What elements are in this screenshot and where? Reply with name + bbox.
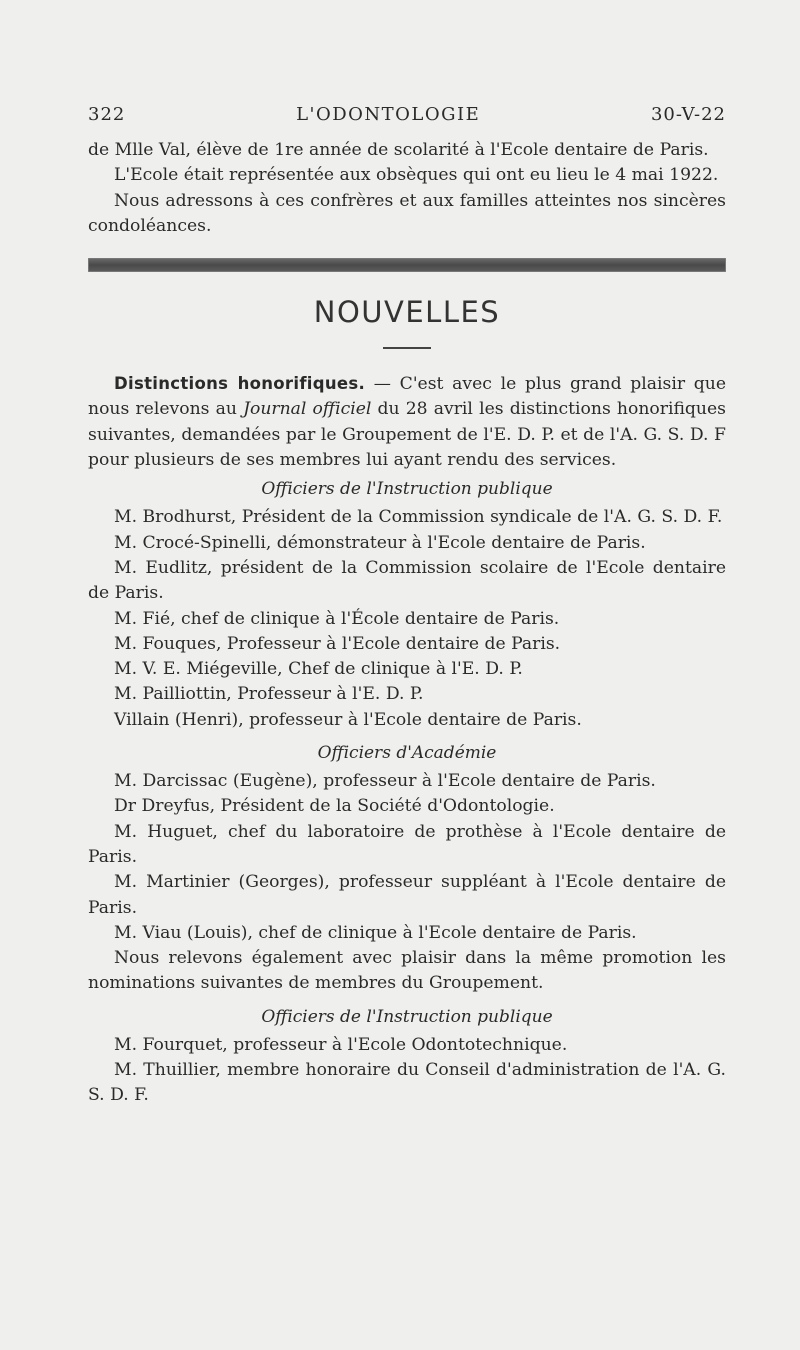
running-head bbox=[88, 104, 726, 138]
journal-title: L'ODONTOLOGIE bbox=[296, 104, 481, 125]
list-item: M. Brodhurst, Président de la Commission syndicale de l'A. G. S. D. F. bbox=[114, 507, 723, 528]
journal-officiel: Journal officiel bbox=[243, 399, 372, 420]
list-item: M. Viau (Louis), chef de clinique à l'Ecole dentaire de Paris. bbox=[114, 922, 637, 943]
list-item: M. Martinier (Georges), professeur suppléant à l'Ecole dentaire de Paris. bbox=[88, 872, 726, 918]
distinctions-text-before: — C'est avec le plus grand plaisir que nous relevons au bbox=[88, 374, 726, 420]
list-item: M. Fié, chef de clinique à l'École dentaire de Paris. bbox=[114, 608, 560, 629]
list-item: M. Thuillier, membre honoraire du Conseil d'administration de l'A. G. S. D. F. bbox=[88, 1060, 726, 1106]
list-item: Villain (Henri), professeur à l'Ecole dentaire de Paris. bbox=[114, 709, 582, 730]
distinctions-paragraph bbox=[88, 371, 726, 473]
list-item: M. Fouques, Professeur à l'Ecole dentaire de Paris. bbox=[114, 633, 561, 654]
page-content bbox=[88, 104, 726, 1109]
distinctions-text-after: du 28 avril les distinctions honorifiques suivantes, demandées par le Groupement de l'E. D. P. et de l'A. G. S. D. F pour plusieurs de ses membres lui ayant rendu des services. bbox=[88, 399, 726, 471]
list-item: Dr Dreyfus, Président de la Société d'Odontologie. bbox=[114, 796, 555, 817]
group3-heading: Officiers de l'Instruction publique bbox=[261, 1006, 553, 1027]
intro-paragraph-1: de Mlle Val, élève de 1re année de scolarité à l'Ecole dentaire de Paris. bbox=[88, 140, 709, 160]
list-item: M. Fourquet, professeur à l'Ecole Odontotechnique. bbox=[114, 1034, 568, 1055]
bridge-paragraph: Nous relevons également avec plaisir dans la même promotion les nominations suivantes de membres du Groupement. bbox=[88, 948, 726, 994]
title-underline bbox=[383, 347, 431, 349]
list-item: M. Crocé-Spinelli, démonstrateur à l'Ecole dentaire de Paris. bbox=[114, 532, 646, 553]
group3-list bbox=[88, 1033, 726, 1109]
list-item: M. V. E. Miégeville, Chef de clinique à l'E. D. P. bbox=[114, 659, 523, 680]
list-item: M. Huguet, chef du laboratoire de prothèse à l'Ecole dentaire de Paris. bbox=[88, 821, 726, 867]
list-item: M. Pailliottin, Professeur à l'E. D. P. bbox=[114, 684, 424, 705]
group1-list bbox=[88, 505, 726, 733]
section-title: NOUVELLES bbox=[313, 295, 501, 330]
list-item: M. Darcissac (Eugène), professeur à l'Ecole dentaire de Paris. bbox=[114, 771, 656, 792]
list-item: M. Eudlitz, président de la Commission scolaire de l'Ecole dentaire de Paris. bbox=[88, 557, 726, 604]
group1-heading: Officiers de l'Instruction publique bbox=[261, 479, 553, 500]
page-number: 322 bbox=[88, 104, 126, 125]
intro-paragraph-2: L'Ecole était représentée aux obsèques qui ont eu lieu le 4 mai 1922. bbox=[114, 165, 719, 186]
group2-heading: Officiers d'Académie bbox=[317, 743, 497, 764]
issue-date: 30-V-22 bbox=[650, 104, 726, 125]
intro-paragraph-3: Nous adressons à ces confrères et aux familles atteintes nos sincères condoléances. bbox=[88, 190, 726, 236]
group2-list bbox=[88, 769, 726, 946]
section-divider-bar bbox=[88, 258, 726, 272]
distinctions-heading: Distinctions honorifiques. bbox=[114, 374, 366, 394]
